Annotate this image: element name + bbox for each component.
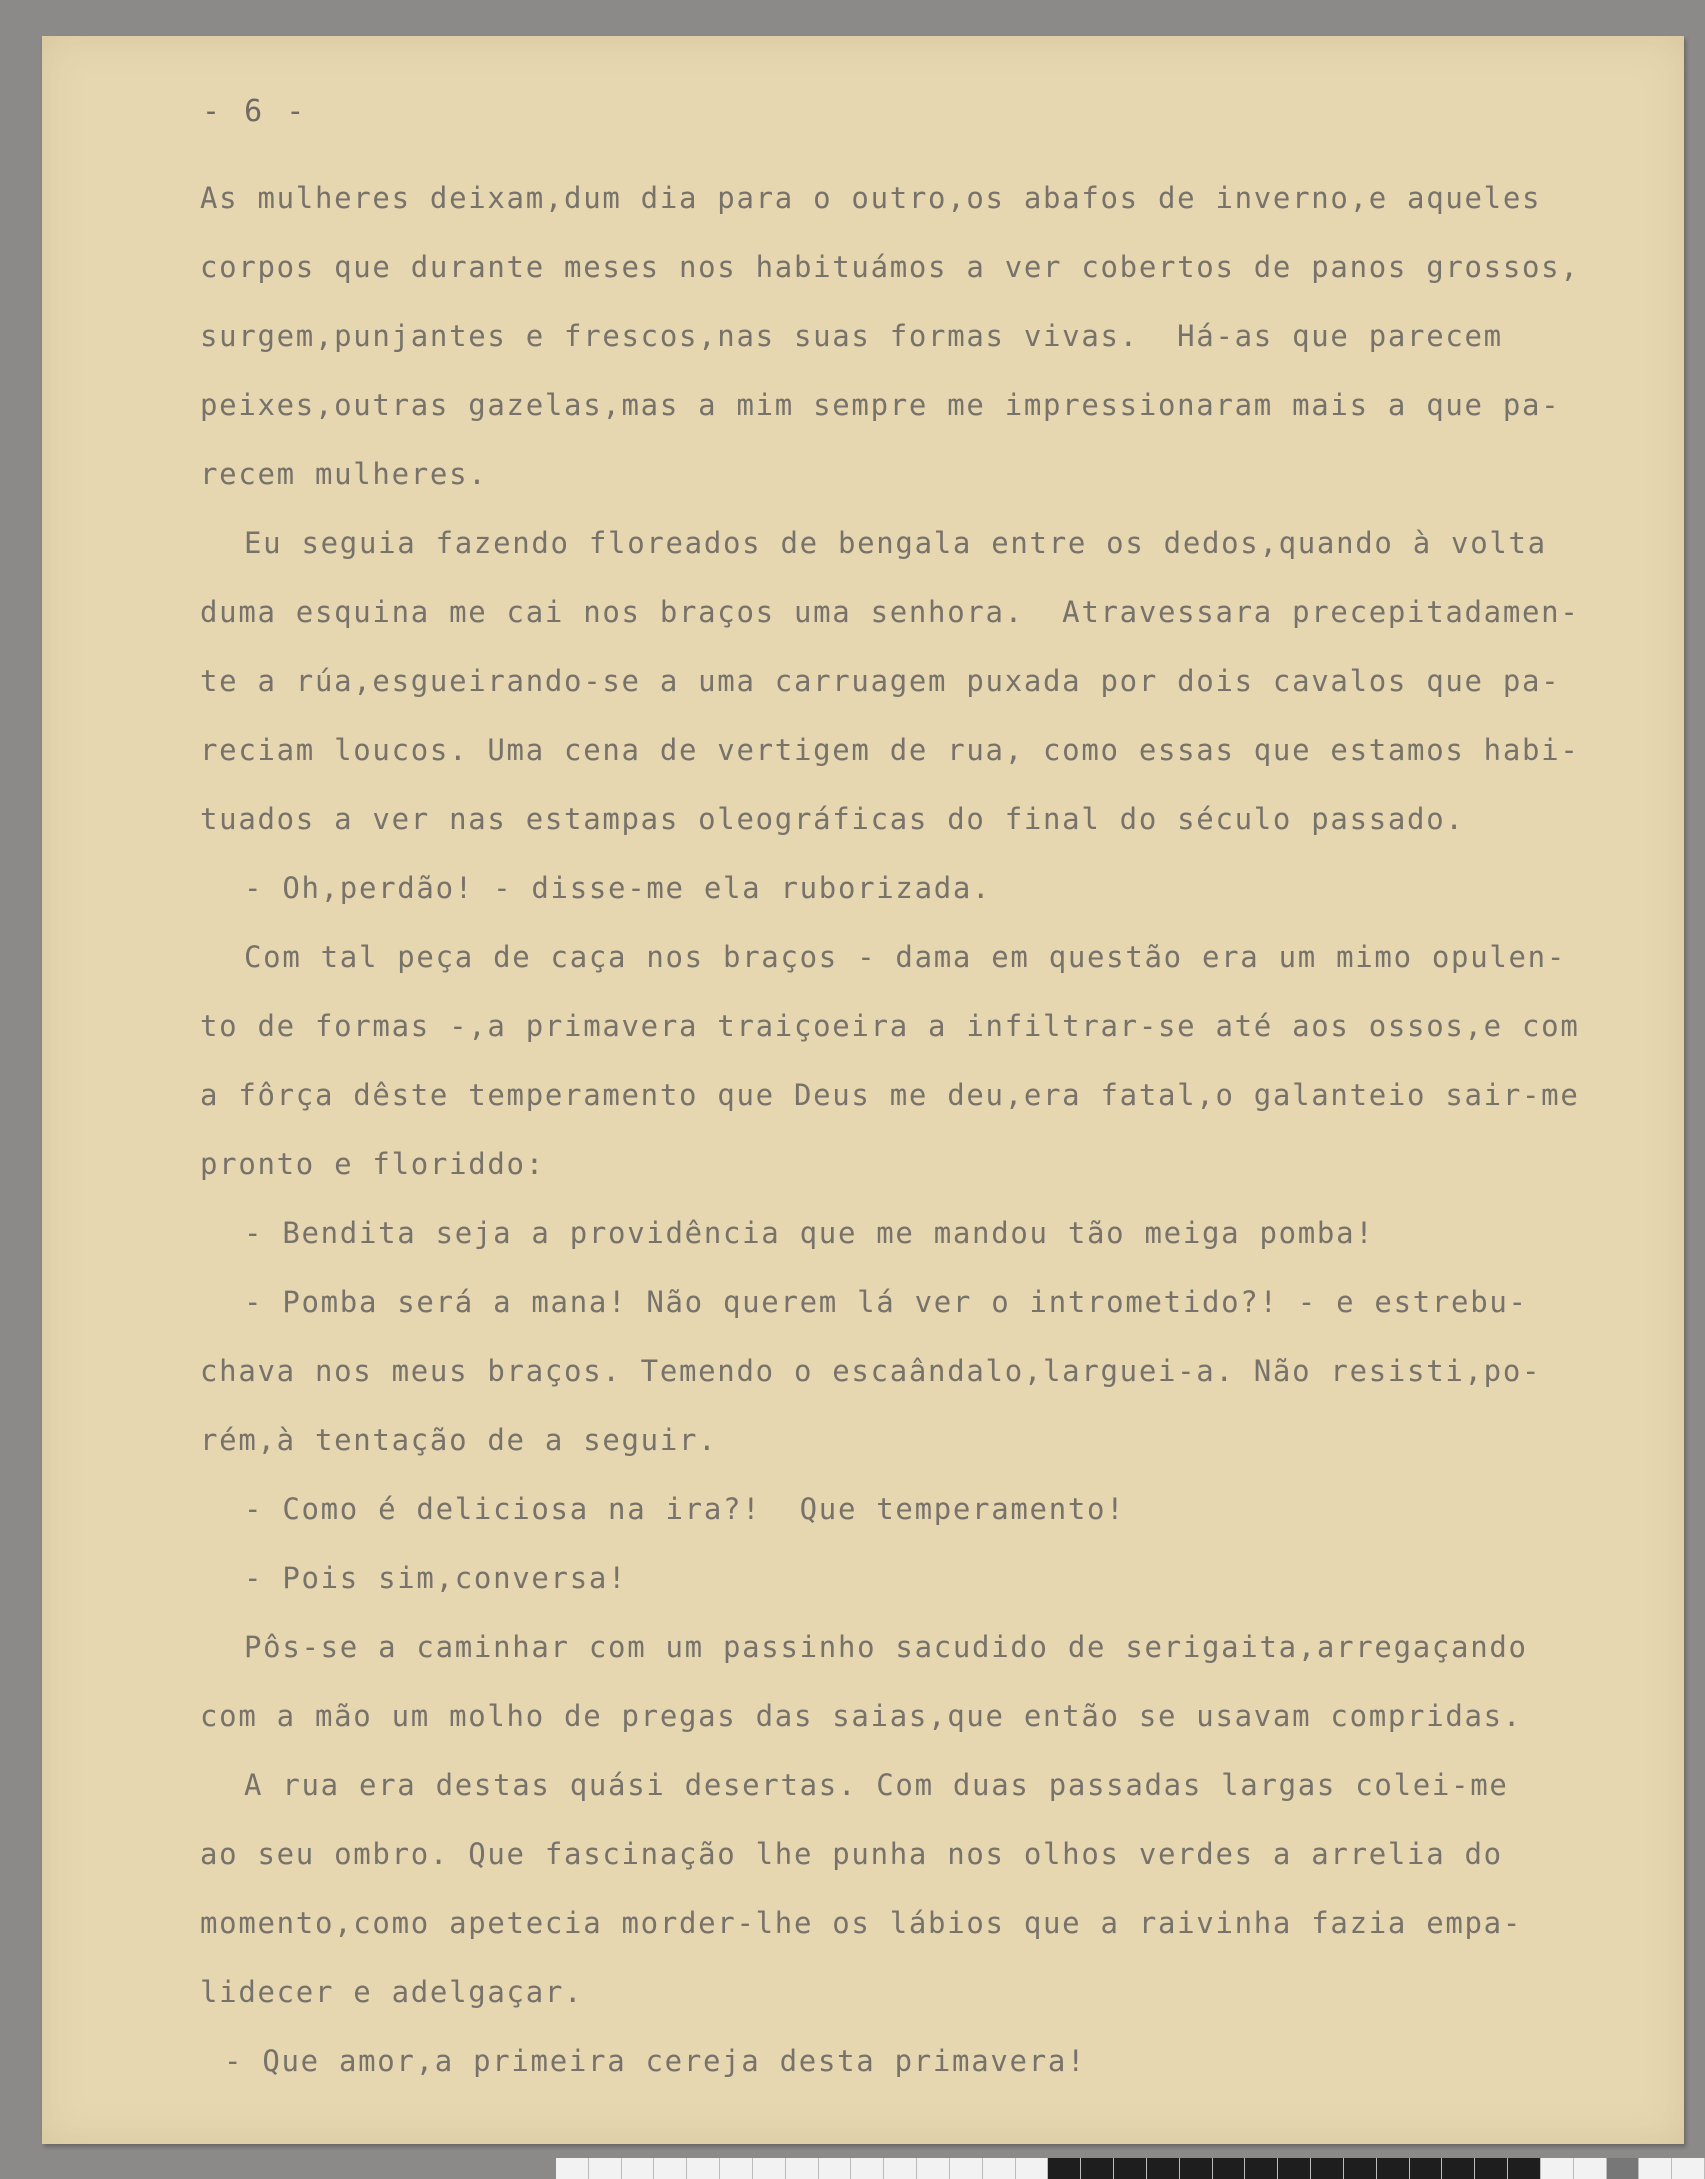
scale-segment [1639, 2158, 1672, 2179]
scale-segment [1311, 2158, 1344, 2179]
typed-body-text [200, 164, 1680, 2096]
scale-segment [1278, 2158, 1311, 2179]
scale-segment [1213, 2158, 1246, 2179]
document-page [42, 36, 1684, 2144]
measuring-scale [556, 2158, 1705, 2179]
text-line-6: Eu seguia fazendo floreados de bengala entre os dedos,quando à volta [244, 526, 1547, 560]
scale-segment [720, 2158, 753, 2179]
text-line-14: a fôrça dêste temperamento que Deus me deu,era fatal,o galanteio sair-me [200, 1078, 1580, 1112]
text-line-27: lidecer e adelgaçar. [200, 1975, 584, 2009]
text-line-20: - Como é deliciosa na ira?! Que temperamento! [244, 1492, 1126, 1526]
text-line-19: rém,à tentação de a seguir. [200, 1423, 718, 1457]
scale-segment [1245, 2158, 1278, 2179]
text-line-5: recem mulheres. [200, 457, 488, 491]
text-line-25: ao seu ombro. Que fascinação lhe punha nos olhos verdes a arrelia do [200, 1837, 1503, 1871]
scale-segment [1672, 2158, 1705, 2179]
scale-segment [917, 2158, 950, 2179]
text-line-28: - Que amor,a primeira cereja desta primavera! [224, 2044, 1087, 2078]
text-line-3: surgem,punjantes e frescos,nas suas formas vivas. Há-as que parecem [200, 319, 1503, 353]
text-line-12: Com tal peça de caça nos braços - dama em questão era um mimo opulen- [244, 940, 1567, 974]
scale-segment [654, 2158, 687, 2179]
scale-segment [687, 2158, 720, 2179]
text-line-16: - Bendita seja a providência que me mandou tão meiga pomba! [244, 1216, 1375, 1250]
scale-segment [1475, 2158, 1508, 2179]
text-line-17: - Pomba será a mana! Não querem lá ver o intrometido?! - e estrebu- [244, 1285, 1528, 1319]
text-line-10: tuados a ver nas estampas oleográficas do final do século passado. [200, 802, 1465, 836]
scale-segment [622, 2158, 655, 2179]
scale-segment [1442, 2158, 1475, 2179]
scale-segment [1344, 2158, 1377, 2179]
text-line-8: te a rúa,esgueirando-se a uma carruagem puxada por dois cavalos que pa- [200, 664, 1561, 698]
scale-segment [1114, 2158, 1147, 2179]
scale-segment [819, 2158, 852, 2179]
text-line-21: - Pois sim,conversa! [244, 1561, 628, 1595]
scale-segment [556, 2158, 589, 2179]
scale-segment [1541, 2158, 1574, 2179]
text-line-26: momento,como apetecia morder-lhe os lábios que a raivinha fazia empa- [200, 1906, 1523, 1940]
scale-segment [1147, 2158, 1180, 2179]
scale-segment [1081, 2158, 1114, 2179]
scale-segment [851, 2158, 884, 2179]
scale-segment [1508, 2158, 1541, 2179]
text-line-7: duma esquina me cai nos braços uma senhora. Atravessara precepitadamen- [200, 595, 1580, 629]
text-line-13: to de formas -,a primavera traiçoeira a infiltrar-se até aos ossos,e com [200, 1009, 1580, 1043]
text-line-24: A rua era destas quási desertas. Com duas passadas largas colei-me [244, 1768, 1509, 1802]
text-line-11: - Oh,perdão! - disse-me ela ruborizada. [244, 871, 992, 905]
scale-segment [1377, 2158, 1410, 2179]
scale-segment [1410, 2158, 1443, 2179]
scale-segment [589, 2158, 622, 2179]
text-line-1: As mulheres deixam,dum dia para o outro,os abafos de inverno,e aqueles [200, 181, 1542, 215]
scale-segment [1607, 2158, 1640, 2179]
scale-segment [1180, 2158, 1213, 2179]
scale-segment [884, 2158, 917, 2179]
text-line-18: chava nos meus braços. Temendo o escaândalo,larguei-a. Não resisti,po- [200, 1354, 1542, 1388]
scale-segment [1048, 2158, 1081, 2179]
scale-segment [950, 2158, 983, 2179]
scale-segment [983, 2158, 1016, 2179]
text-line-4: peixes,outras gazelas,mas a mim sempre me impressionaram mais a que pa- [200, 388, 1561, 422]
text-line-15: pronto e floriddo: [200, 1147, 545, 1181]
scale-segment [1016, 2158, 1049, 2179]
scale-segment [753, 2158, 786, 2179]
text-line-23: com a mão um molho de pregas das saias,que então se usavam compridas. [200, 1699, 1523, 1733]
scale-segment [786, 2158, 819, 2179]
page-number: - 6 - [202, 94, 308, 129]
text-line-22: Pôs-se a caminhar com um passinho sacudido de serigaita,arregaçando [244, 1630, 1528, 1664]
text-line-2: corpos que durante meses nos habituámos a ver cobertos de panos grossos, [200, 250, 1580, 284]
scale-segment [1574, 2158, 1607, 2179]
text-line-9: reciam loucos. Uma cena de vertigem de rua, como essas que estamos habi- [200, 733, 1580, 767]
